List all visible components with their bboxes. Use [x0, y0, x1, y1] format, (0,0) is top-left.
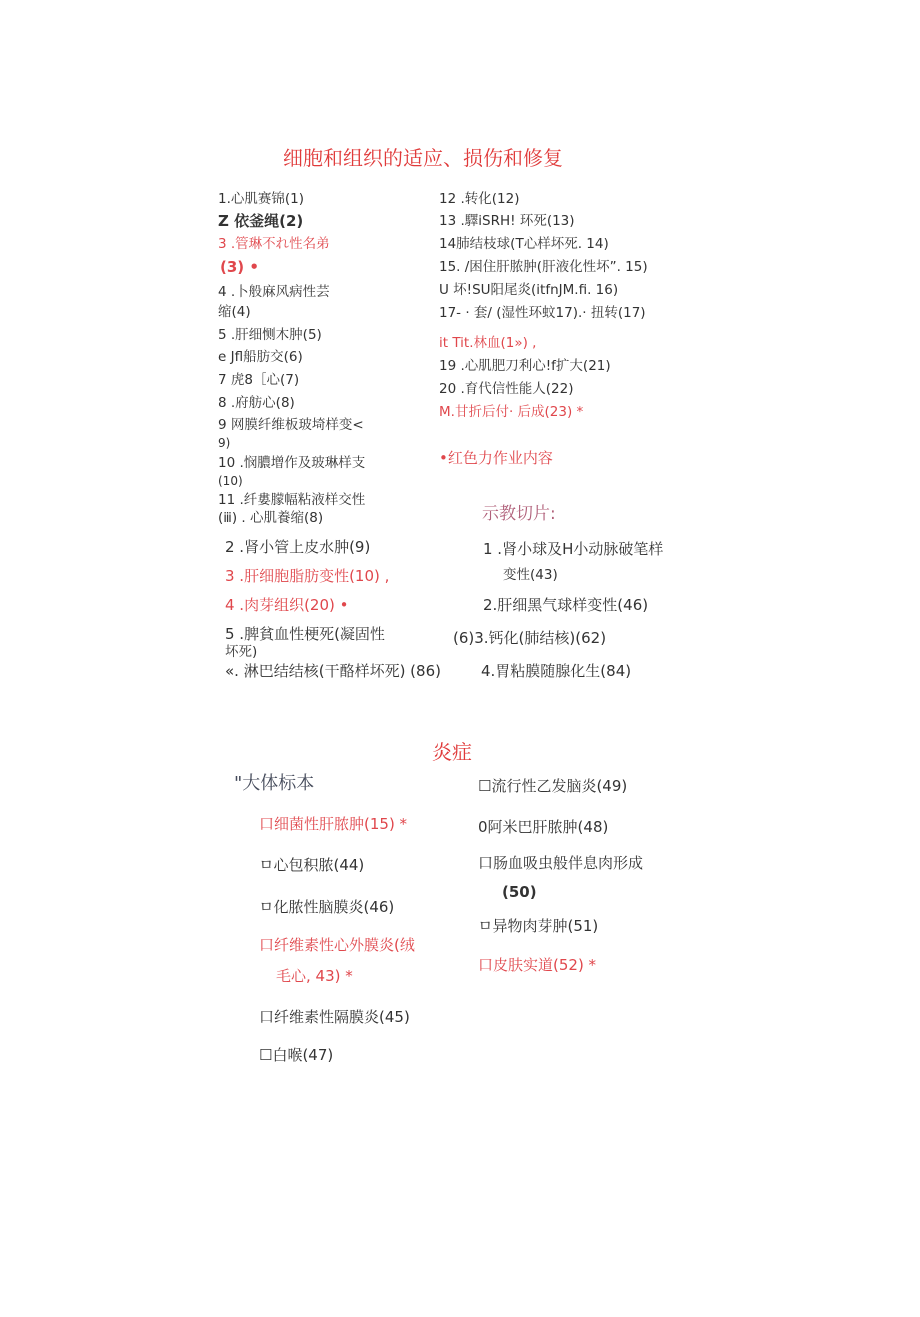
list-item: 4 .肉芽组织(20) •	[225, 596, 349, 614]
list-item: ☐流行性乙发脑炎(49)	[478, 777, 628, 795]
list-item: 2.肝细黑气球样变性(46)	[483, 596, 649, 614]
list-item: 口皮肤实道(52) *	[478, 956, 597, 974]
list-item: 3 .管琳不れ性名弟	[218, 236, 330, 252]
slides-heading: 示教切片:	[482, 504, 556, 524]
list-item: 2 .肾小管上皮水肿(9)	[225, 538, 371, 556]
list-item: (3) •	[220, 258, 259, 276]
list-item: 口纤维素性心外膜炎(绒	[259, 936, 415, 954]
list-item: 7 虎8［心(7)	[218, 372, 300, 388]
list-item: 9 网膜纤维板玻埼样变<	[218, 417, 364, 433]
list-item: 4 .卜般麻风病性芸	[218, 284, 330, 300]
list-item: 0阿米巴肝脓肿(48)	[478, 818, 609, 836]
list-item: 10 .悯膿增作及玻琳样支	[218, 455, 366, 471]
list-item: «. 淋巴结结核(干酪样坏死) (86)	[225, 662, 441, 680]
section-title-inflammation: 炎症	[432, 740, 472, 764]
list-item: 4.胃粘膜随腺化生(84)	[481, 662, 632, 680]
list-item: 19 .心肌肥刀利心!f扩大(21)	[439, 358, 611, 374]
list-item: 坏死)	[225, 644, 258, 660]
list-item: 14肺结枝球(T心样坏死. 14)	[439, 236, 609, 252]
legend-note: •红色力作业内容	[439, 449, 553, 467]
list-item: ㅁ异物肉芽肿(51)	[478, 917, 599, 935]
list-item: 1 .肾小球及H小动脉破笔样	[483, 540, 664, 558]
list-item: 15. /困住肝脓肿(肝液化性坏”. 15)	[439, 259, 648, 275]
list-item: (ⅲ) . 心肌養缩(8)	[218, 510, 324, 526]
list-item: (6)3.钙化(肺结核)(62)	[453, 629, 607, 647]
list-item: 3 .肝细胞脂肪变性(10) ,	[225, 567, 390, 585]
list-item: 1.心肌赛锦(1)	[218, 191, 305, 207]
list-item: 11 .纤婁朦幅粘液样交性	[218, 492, 366, 508]
list-item: 20 .育代信性能人(22)	[439, 381, 574, 397]
list-item: 5 .肝细恻木肿(5)	[218, 327, 322, 343]
list-item: 5 .脾貧血性梗死(凝固性	[225, 625, 385, 643]
list-item: e Jfl船肪交(6)	[218, 349, 303, 365]
list-item: 缩(4)	[218, 304, 251, 320]
list-item: 12 .转化(12)	[439, 191, 520, 207]
list-item: 口纤维素性隔膜炎(45)	[259, 1008, 410, 1026]
list-item: it Tit.林血(1») ,	[439, 335, 537, 351]
list-item: ☐白喉(47)	[259, 1046, 334, 1064]
list-item: (50)	[502, 883, 537, 901]
section-title-adaptation: 细胞和组织的适应、损伤和修复	[283, 146, 563, 170]
list-item: ㅁ化脓性脑膜炎(46)	[259, 898, 395, 916]
list-item: 8 .府舫心(8)	[218, 395, 295, 411]
list-item: 13 .驛iSRH! 环死(13)	[439, 213, 575, 229]
list-item: ㅁ心包积脓(44)	[259, 856, 365, 874]
list-item: 17- · 套/ (湿性环蚊17).· 扭转(17)	[439, 305, 646, 321]
list-item: 9)	[218, 436, 231, 450]
list-item: (10)	[218, 474, 243, 488]
list-item: 口细菌性肝脓肿(15) *	[259, 815, 408, 833]
list-item: U 坏!SU阳尾炎(itfnJM.fi. 16)	[439, 282, 619, 298]
gross-heading: "大体标本	[234, 773, 315, 794]
list-item: 毛心, 43) *	[276, 967, 353, 985]
list-item: 变性(43)	[503, 567, 558, 583]
list-item: M.甘折后付· 后成(23) *	[439, 404, 584, 420]
list-item: 口肠血吸虫般伴息肉形成	[478, 854, 644, 872]
list-item: Z 依釜绳(2)	[218, 212, 304, 230]
